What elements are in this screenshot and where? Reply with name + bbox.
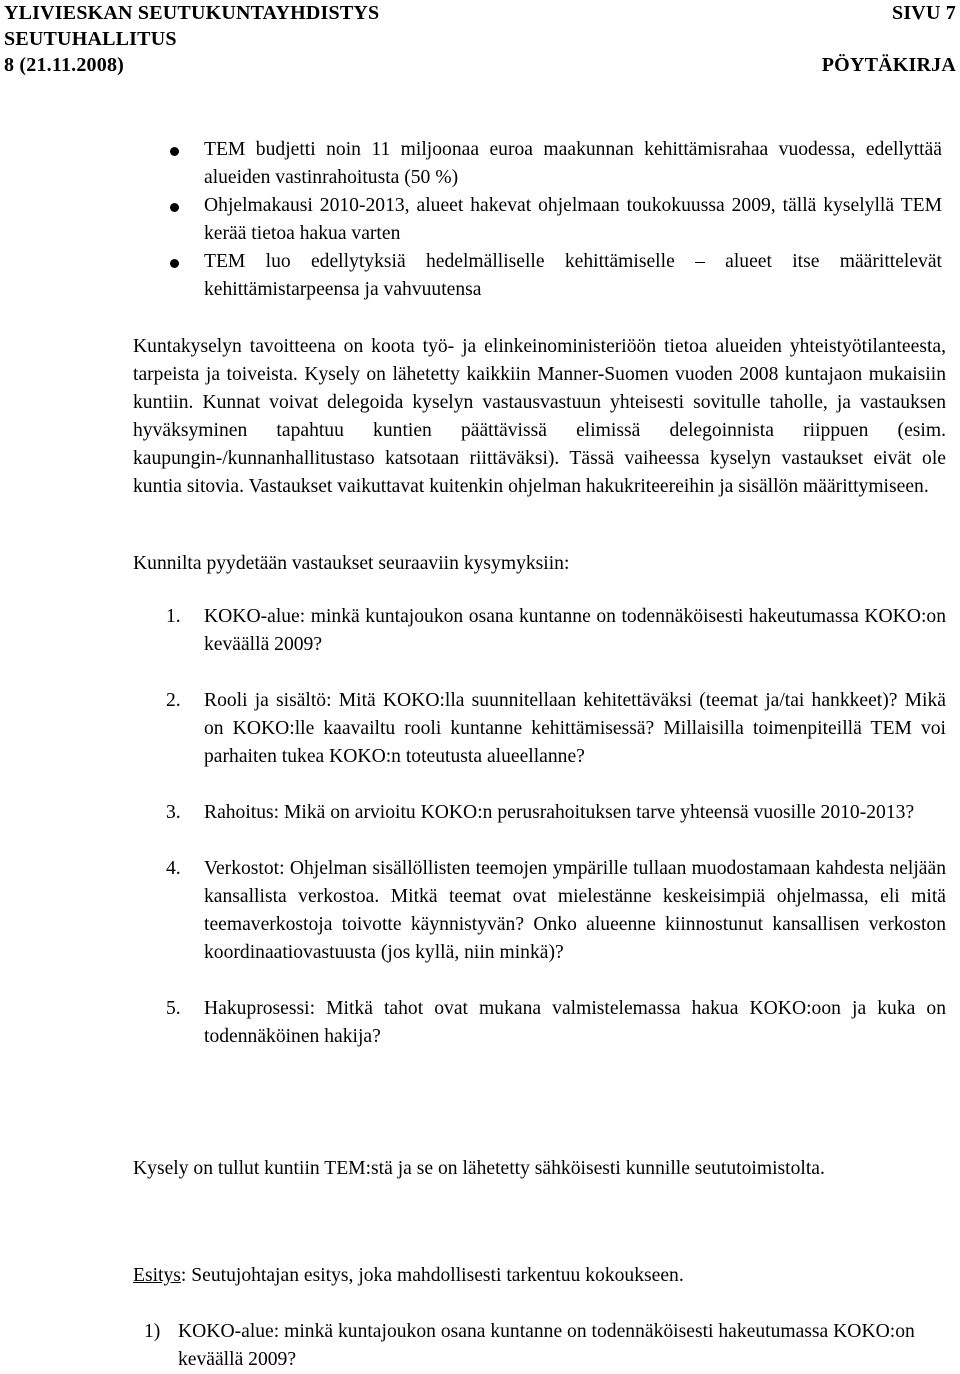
bullet-item <box>0 136 960 192</box>
bullet-item <box>0 248 960 304</box>
question-list <box>0 603 960 1079</box>
question-text: Rooli ja sisältö: Mitä KOKO:lla suunnitellaan kehitettäväksi (teemat ja/tai hankkeet)? Mikä on KOKO:lle kaavailtu rooli kuntanne kehittämisessä? Millaisilla toimenpiteillä TEM voi parhaiten tukea KOKO:n toteutusta alueellanne? <box>204 690 946 767</box>
bullet-dot-icon <box>170 203 179 212</box>
question-item <box>0 603 960 659</box>
question-number: 1. <box>166 606 181 627</box>
page-header <box>4 0 956 78</box>
survey-intro-paragraph: Kuntakyselyn tavoitteena on koota työ- ja elinkeinoministeriöön tietoa alueiden yhteistyötilanteesta, tarpeista ja toiveista. Kysely on lähetetty kaikkiin Manner-Suomen vuoden 2008 kuntajaon mukaisiin kuntiin. Kunnat voivat delegoida kyselyn vastausvastuun yhteisesti sovitulle taholle, ja vastauksen hyväksyminen tapahtuu kuntien päättävissä elimissä delegoinnista riippuen (esim. kaupungin-/kunnanhallitustaso katsotaan riittäväksi). Tässä vaiheessa kyselyn vastaukset eivät ole kuntia sitovia. Vastaukset vaikuttavat kuitenkin ohjelman hakukriteereihin ja sisällön määrittymiseen. <box>133 336 946 497</box>
proposal-paragraph <box>133 1262 946 1290</box>
board-name: SEUTUHALLITUS <box>4 28 177 50</box>
sent-note-paragraph: Kysely on tullut kuntiin TEM:stä ja se on lähetetty sähköisesti kunnille seututoimistolta. <box>133 1158 825 1179</box>
question-number: 4. <box>166 858 181 879</box>
bullet-text: Ohjelmakausi 2010-2013, alueet hakevat ohjelmaan toukokuussa 2009, tällä kyselyllä TEM kerää tietoa hakua varten <box>204 195 942 244</box>
header-row-3 <box>4 52 956 78</box>
bullet-item <box>0 192 960 248</box>
question-item <box>0 995 960 1051</box>
question-text: Verkostot: Ohjelman sisällöllisten teemojen ympärille tullaan muodostamaan kahdesta neljään kansallista verkostoa. Mitkä teemat ovat mielestänne keskeisimpiä ohjelmassa, eli mitä teemaverkostoja toivotte käynnistyvän? Onko alueenne kiinnostunut kansallisen verkoston koordinaatiovastuusta (jos kyllä, niin minkä)? <box>204 858 946 963</box>
bullet-dot-icon <box>170 147 179 156</box>
proposal-text: : Seutujohtajan esitys, joka mahdollisesti tarkentuu kokoukseen. <box>180 1265 684 1286</box>
proposal-item-text: KOKO-alue: minkä kuntajoukon osana kuntanne on todennäköisesti hakeutumassa KOKO:on keväällä 2009? <box>178 1321 915 1370</box>
question-number: 2. <box>166 690 181 711</box>
question-text: KOKO-alue: minkä kuntajoukon osana kuntanne on todennäköisesti hakeutumassa KOKO:on keväällä 2009? <box>204 606 946 655</box>
organization-name: YLIVIESKAN SEUTUKUNTAYHDISTYS <box>4 2 380 24</box>
document-type: PÖYTÄKIRJA <box>821 54 956 76</box>
question-number: 5. <box>166 998 181 1019</box>
question-text: Hakuprosessi: Mitkä tahot ovat mukana valmistelemassa hakua KOKO:oon ja kuka on todennäköinen hakija? <box>204 998 946 1047</box>
bullet-text: TEM budjetti noin 11 miljoonaa euroa maakunnan kehittämisrahaa vuodessa, edellyttää alueiden vastinrahoitusta (50 %) <box>204 139 942 188</box>
questions-intro-paragraph: Kunnilta pyydetään vastaukset seuraaviin kysymyksiin: <box>133 553 570 574</box>
proposal-label: Esitys <box>133 1265 181 1286</box>
bullet-list <box>0 136 960 304</box>
question-item <box>0 687 960 771</box>
proposal-item-number: 1) <box>144 1321 161 1342</box>
header-row-1 <box>4 0 956 26</box>
meeting-number: 8 (21.11.2008) <box>4 54 125 76</box>
proposal-list <box>0 1318 960 1374</box>
question-item <box>0 799 960 827</box>
bullet-dot-icon <box>170 259 179 268</box>
proposal-item <box>0 1318 960 1374</box>
question-text: Rahoitus: Mikä on arvioitu KOKO:n perusrahoituksen tarve yhteensä vuosille 2010-2013? <box>204 802 915 823</box>
question-item <box>0 855 960 967</box>
question-number: 3. <box>166 802 181 823</box>
header-row-2 <box>4 26 956 52</box>
page-number: SIVU 7 <box>892 2 956 24</box>
bullet-text: TEM luo edellytyksiä hedelmälliselle kehittämiselle – alueet itse määrittelevät kehittämistarpeensa ja vahvuutensa <box>204 251 942 300</box>
